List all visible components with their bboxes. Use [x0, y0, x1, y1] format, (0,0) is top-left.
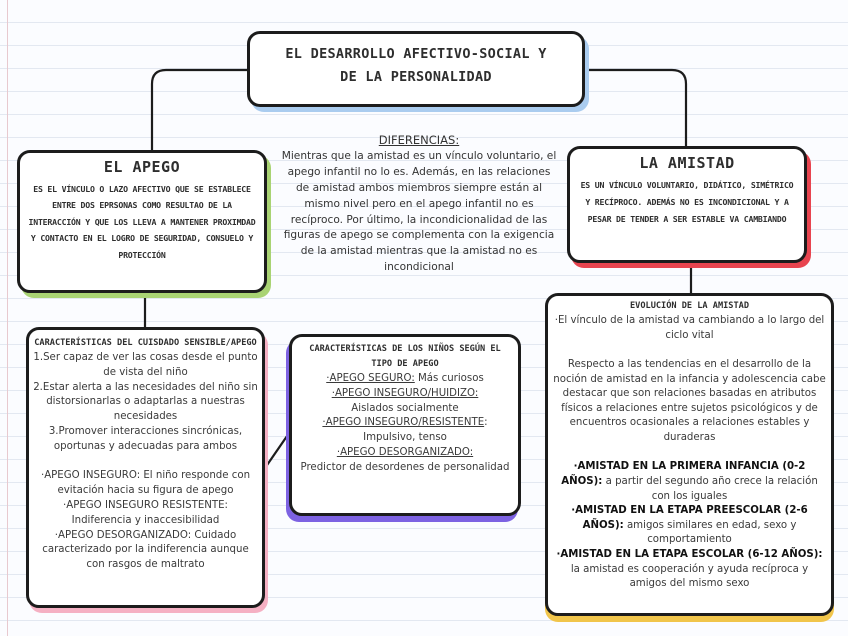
ninos-apego-card	[289, 334, 521, 516]
connector-title-amistad	[585, 70, 686, 146]
diferencias-section	[280, 133, 558, 276]
apego-title: EL APEGO	[103, 158, 181, 176]
ninos-huidizo-label: ·APEGO INSEGURO/HUIDIZO:	[331, 387, 479, 399]
ninos-desorganizado-text: Predictor de desordenes de personalidad	[300, 461, 510, 473]
ninos-seguro-label: ·APEGO SEGURO:	[326, 373, 415, 384]
amistad-definition: ES UN VÍNCULO VOLUNTARIO, DIDÁTICO, SIMÉTRICO Y RECÍPROCO. ADEMÁS NO ES INCONDICIONAL Y A PESAR DE TENDER A SER ESTABLE VA CAMBIANDO	[580, 180, 794, 224]
cuidado-item-2: 2.Estar alerta a las necesidades del niño sin distorsionarlas o adaptarlas a nuestras necesidades	[33, 381, 258, 423]
etapa-infancia-label: ·AMISTAD EN LA PRIMERA INFANCIA (0-2 AÑOS):	[561, 461, 806, 487]
ninos-resistente-label: ·APEGO INSEGURO/RESISTENTE	[322, 417, 485, 429]
ninos-resistente-text: Impulsivo, tenso	[363, 432, 447, 444]
diferencias-heading: DIFERENCIAS:	[378, 133, 460, 147]
ninos-seguro	[297, 372, 513, 387]
evolucion-amistad-card	[545, 293, 834, 616]
main-title-line-1: EL DESARROLLO AFECTIVO-SOCIAL Y	[285, 46, 547, 62]
evolucion-etapa-preescolar	[552, 504, 827, 548]
diferencias-text: Mientras que la amistad es un vínculo voluntario, el apego infantil no lo es. Además, en las relaciones de amistad ambos miembros siempre están al mismo nivel pero en el apego infantil no es recíproco. Por último, la incondicionalidad de las figuras de apego se complementa con la exigencia de la amistad mientras que la amistad no es incondicional	[281, 149, 557, 274]
cuidado-type-inseguro: ·APEGO INSEGURO: El niño responde con evitación hacia su figura de apego	[40, 470, 251, 497]
amistad-card	[567, 146, 807, 263]
ninos-resistente	[297, 416, 513, 431]
etapa-escolar-label: ·AMISTAD EN LA ETAPA ESCOLAR (6-12 AÑOS):	[556, 548, 823, 560]
ninos-seguro-text: Más curiosos	[414, 373, 484, 384]
etapa-preescolar-text: amigos similares en edad, sexo y comportamiento	[623, 519, 797, 546]
cuidado-sensible-card	[26, 327, 265, 608]
ninos-title: CARACTERÍSTICAS DE LOS NIÑOS SEGÚN EL TIPO DE APEGO	[309, 344, 501, 369]
evolucion-title: EVOLUCIÓN DE LA AMISTAD	[630, 301, 749, 311]
amistad-title: LA AMISTAD	[639, 154, 735, 172]
ninos-huidizo-text: Aislados socialmente	[351, 402, 459, 414]
ninos-resistente-sep: :	[484, 417, 488, 429]
cuidado-item-3: 3.Promover interacciones sincrónicas, oportunas y adecuadas para ambos	[48, 425, 243, 452]
evolucion-etapa-escolar	[552, 548, 827, 592]
etapa-preescolar-label: ·AMISTAD EN LA ETAPA PREESCOLAR (2-6 AÑOS):	[571, 505, 808, 531]
apego-card	[17, 150, 267, 293]
apego-definition: ES EL VÍNCULO O LAZO AFECTIVO QUE SE ESTABLECE ENTRE DOS EPRSONAS COMO RESULTAO DE LA INTERACCIÓN Y QUE LOS LLEVA A MANTENER PROXIMDAD Y CONTACTO EN EL LOGRO DE SEGURIDAD, CONSUELO Y PROTECCIÓN	[28, 184, 256, 260]
evolucion-etapa-infancia	[552, 460, 827, 504]
cuidado-type-resistente: ·APEGO INSEGURO RESISTENTE: Indiferencia y inaccesibilidad	[63, 499, 228, 526]
ninos-desorganizado-label: ·APEGO DESORGANIZADO:	[336, 446, 474, 458]
cuidado-item-1: 1.Ser capaz de ver las cosas desde el punto de vista del niño	[33, 352, 258, 378]
main-title-card	[247, 31, 585, 107]
cuidado-title: CARACTERÍSTICAS DEL CUISDADO SENSIBLE/APEGO	[34, 338, 257, 348]
main-title-line-2: DE LA PERSONALIDAD	[340, 69, 492, 85]
evolucion-p1: ·El vínculo de la amistad va cambiando a lo largo del ciclo vital	[554, 315, 825, 341]
evolucion-p2: Respecto a las tendencias en el desarrollo de la noción de amistad en la infancia y adolescencia cabe destacar que son relaciones basadas en atributos físicos a relaciones entre sujetos psicológicos y de encuentros ocasionales a relaciones estables y duraderas	[553, 358, 826, 443]
etapa-escolar-text: la amistad es cooperación y ayuda recíproca y amigos del mismo sexo	[570, 563, 809, 590]
connector-title-apego	[152, 70, 247, 150]
etapa-infancia-text: a partir del segundo año crece la relación con los iguales	[602, 475, 818, 502]
cuidado-type-desorganizado: ·APEGO DESORGANIZADO: Cuidado caracterizado por la indiferencia aunque con rasgos de maltrato	[42, 529, 249, 571]
